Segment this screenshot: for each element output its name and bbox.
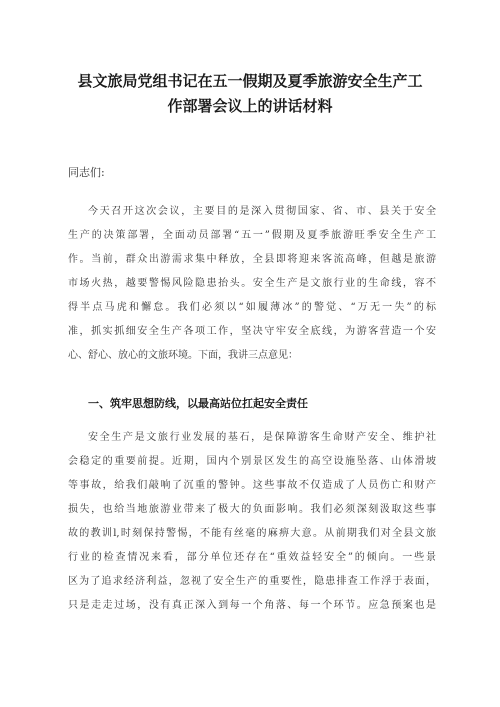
text-line: 损失，也给当地旅游业带来了极大的负面影响。我们必须深刻汲取这些事 <box>68 504 436 515</box>
document-title-line-1: 县文旅局党组书记在五一假期及夏季旅游安全生产工 <box>77 72 423 90</box>
text-line: 行业的检查情况来看，部分单位还存在“重效益轻安全”的倾向。一些景 <box>68 552 436 563</box>
text-line: 今天召开这次会议，主要目的是深入贯彻国家、省、市、县关于安全 <box>88 206 436 217</box>
text-line: 生产的决策部署，全面动员部署“五一”假期及夏季旅游旺季安全生产工 <box>68 230 436 241</box>
section-heading-1: 一、筑牢思想防线，以最高站位扛起安全责任 <box>88 397 308 410</box>
text-line: 心、舒心、放心的文旅环境。下面，我讲三点意见： <box>68 350 298 361</box>
text-line: 区为了追求经济利益，忽视了安全生产的重要性，隐患排查工作浮于表面， <box>68 576 436 587</box>
text-line: 等事故，给我们敲响了沉重的警钟。这些事故不仅造成了人员伤亡和财产 <box>68 480 436 491</box>
text-line: 只是走走过场，没有真正深入到每一个角落、每一个环节。应急预案也是 <box>68 600 436 611</box>
text-line: 作。当前，群众出游需求集中释放，全县即将迎来客流高峰，但越是旅游 <box>68 254 436 265</box>
text-line: 故的教训l,时刻保持警惕，不能有丝毫的麻痹大意。从前期我们对全县文旅 <box>68 528 436 539</box>
text-line: 会稳定的重要前提。近期，国内个别景区发生的高空设施坠落、山体滑坡 <box>68 456 436 467</box>
document-title-line-2: 作部署会议上的讲话材料 <box>167 97 333 115</box>
paragraph-intro <box>68 200 436 368</box>
text-line: 安全生产是文旅行业发展的基石，是保障游客生命财产安全、维护社 <box>88 432 436 443</box>
salutation: 同志们: <box>68 166 105 179</box>
text-line: 准，抓实抓细安全生产各项工作，坚决守牢安全底线，为游客营造一个安 <box>68 326 436 337</box>
paragraph-section-1 <box>68 426 436 618</box>
text-line: 得半点马虎和懈怠。我们必须以“如履薄冰”的警觉、“万无一失”的标 <box>68 302 436 313</box>
text-line: 市场火热，越要警惕风险隐患抬头。安全生产是文旅行业的生命线，容不 <box>68 278 436 289</box>
